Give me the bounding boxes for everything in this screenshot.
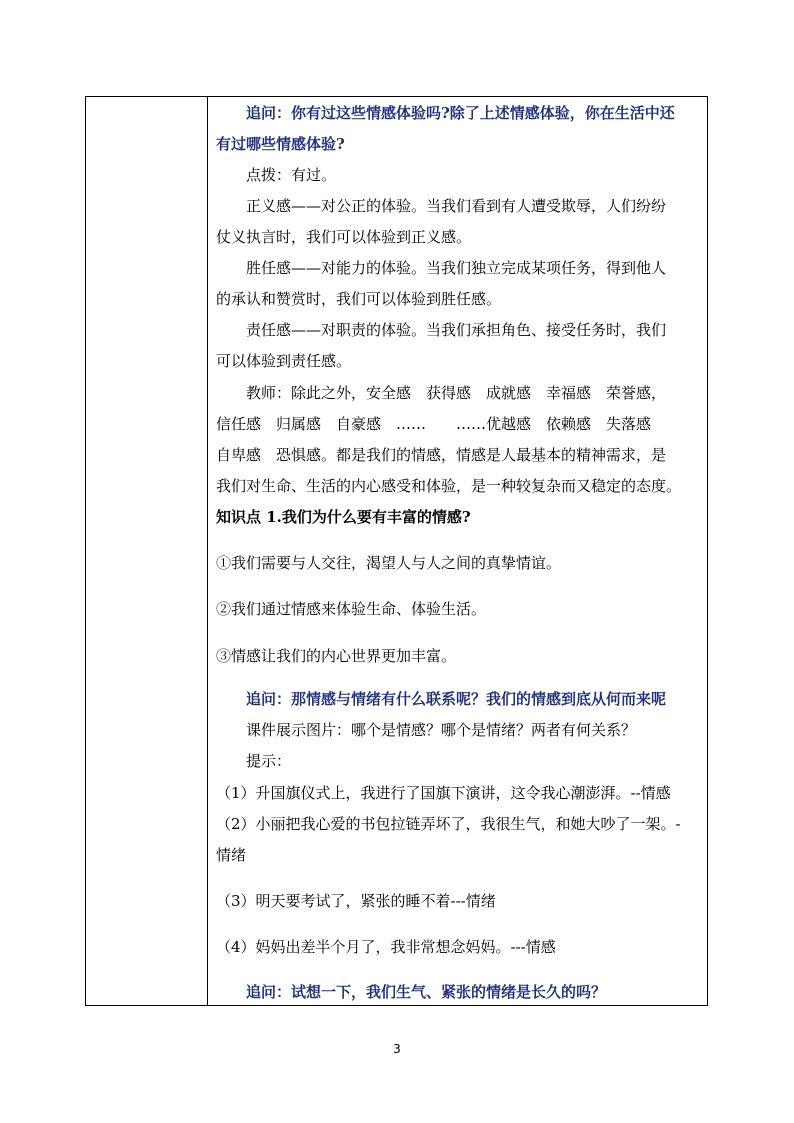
text-line: 责任感——对职责的体验。当我们承担角色、接受任务时，我们 bbox=[246, 321, 667, 339]
text-line: 仗义执言时，我们可以体验到正义感。 bbox=[216, 228, 472, 246]
list-item: ①我们需要与人交往，渴望人与人之间的真挚情谊。 bbox=[216, 554, 562, 572]
text-line: 教师：除此之外，安全感 获得感 成就感 幸福感 荣誉感， bbox=[246, 384, 667, 402]
list-item: ②我们通过情感来体验生命、体验生活。 bbox=[216, 600, 487, 618]
example-item: （1）升国旗仪式上，我进行了国旗下演讲，这令我心潮澎湃。--情感 bbox=[216, 784, 671, 802]
text-line: 我们对生命、生活的内心感受和体验，是一种较复杂而又稳定的态度。 bbox=[216, 477, 682, 495]
follow-up-question-1: 追问：你有过这些情感体验吗?除了上述情感体验，你在生活中还 bbox=[246, 104, 675, 122]
list-item: ③情感让我们的内心世界更加丰富。 bbox=[216, 647, 457, 665]
example-item: （3）明天要考试了，紧张的睡不着---情绪 bbox=[216, 892, 496, 910]
text-line: 信任感 归属感 自豪感 …… ……优越感 依赖感 失落感 bbox=[216, 415, 652, 433]
example-item-cont: 情绪 bbox=[216, 846, 247, 864]
follow-up-question-3: 追问：试想一下，我们生气、紧张的情绪是长久的吗？ bbox=[246, 983, 607, 1001]
page-number: 3 bbox=[393, 1042, 401, 1056]
text-line: 自卑感 恐惧感。都是我们的情感，情感是人最基本的精神需求，是 bbox=[216, 446, 667, 464]
hint-line: 点拨：有过。 bbox=[246, 166, 337, 184]
text-line: 正义感——对公正的体验。当我们看到有人遭受欺辱，人们纷纷 bbox=[246, 197, 667, 215]
follow-up-question-2: 追问：那情感与情绪有什么联系呢？我们的情感到底从何而来呢 bbox=[246, 690, 667, 708]
knowledge-point-heading: 知识点 1.我们为什么要有丰富的情感? bbox=[216, 508, 471, 526]
table-left-column bbox=[86, 97, 208, 1005]
example-item: （2）小丽把我心爱的书包拉链弄坏了，我很生气，和她大吵了一架。- bbox=[216, 815, 681, 833]
text-line: 胜任感——对能力的体验。当我们独立完成某项任务，得到他人 bbox=[246, 259, 667, 277]
example-item: （4）妈妈出差半个月了，我非常想念妈妈。---情感 bbox=[216, 938, 556, 956]
text-line: 的承认和赞赏时，我们可以体验到胜任感。 bbox=[216, 290, 502, 308]
follow-up-question-1-cont: 有过哪些情感体验? bbox=[216, 135, 345, 153]
text-line: 课件展示图片：哪个是情感？哪个是情绪？两者有何关系？ bbox=[246, 721, 637, 739]
tip-label: 提示： bbox=[246, 752, 292, 770]
text-line: 可以体验到责任感。 bbox=[216, 352, 352, 370]
lesson-table bbox=[85, 96, 708, 1006]
